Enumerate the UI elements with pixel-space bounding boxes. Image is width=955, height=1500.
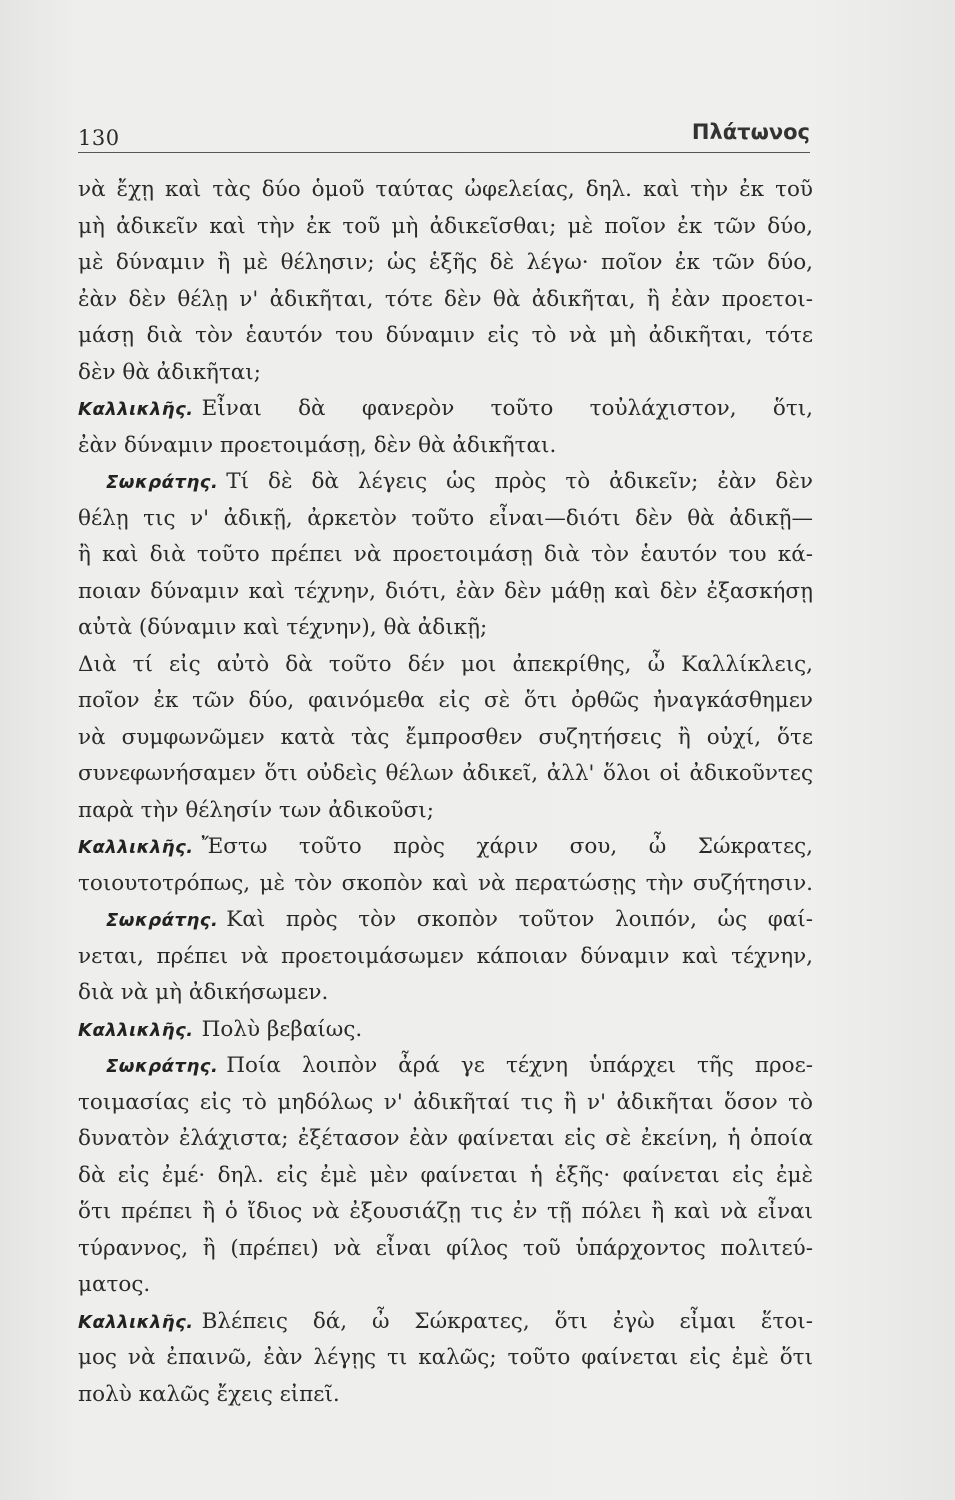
line-text: Ἔστω τοῦτο πρὸς χάριν σου, ὦ Σώκρατες, — [201, 834, 813, 859]
line-text: παρὰ τὴν θέλησίν των ἀδικοῦσι; — [78, 797, 434, 823]
line-text: δὰ εἰς ἐμέ· δηλ. εἰς ἐμὲ μὲν φαίνεται ἡ ἑξῆς· φαίνεται εἰς ἐμὲ — [78, 1162, 813, 1188]
line-text: ὅτι πρέπει ἢ ὁ ἴδιος νὰ ἐξουσιάζῃ τις ἐν τῇ πόλει ἢ καὶ νὰ εἶναι — [78, 1199, 813, 1224]
text-line — [78, 318, 813, 355]
text-line — [78, 1340, 813, 1377]
text-line — [78, 245, 813, 282]
line-text: Διὰ τί εἰς αὐτὸ δὰ τοῦτο δέν μοι ἀπεκρίθης, ὦ Καλλίκλεις, — [78, 651, 813, 677]
line-text: δὲν θὰ ἀδικῆται; — [78, 359, 261, 385]
text-line — [78, 172, 813, 209]
text-line — [78, 610, 813, 647]
line-text: Τί δὲ δὰ λέγεις ὡς πρὸς τὸ ἀδικεῖν; ἐὰν δὲν — [226, 469, 813, 494]
line-text: νεται, πρέπει νὰ προετοιμάσωμεν κάποιαν δύναμιν καὶ τέχνην, — [78, 943, 813, 969]
line-text: διὰ νὰ μὴ ἀδικήσωμεν. — [78, 980, 329, 1005]
line-text: συνεφωνήσαμεν ὅτι οὐδεὶς θέλων ἀδικεῖ, ἀλλ' ὅλοι οἱ ἀδικοῦντες — [78, 761, 813, 786]
text-line — [78, 902, 813, 939]
text-line — [78, 756, 813, 793]
text-line — [78, 428, 813, 465]
line-text: ἢ καὶ διὰ τοῦτο πρέπει νὰ προετοιμάσῃ διὰ τὸν ἑαυτόν του κά- — [78, 542, 813, 567]
text-line — [78, 647, 813, 684]
page-number: 130 — [78, 126, 120, 150]
text-line — [78, 574, 813, 611]
line-text: τύραννος, ἢ (πρέπει) νὰ εἶναι φίλος τοῦ ὑπάρχοντος πολιτεύ- — [78, 1235, 813, 1261]
line-text: ματος. — [78, 1272, 151, 1297]
line-text: νὰ συμφωνῶμεν κατὰ τὰς ἔμπροσθεν συζητήσεις ἢ οὐχί, ὅτε — [78, 724, 813, 750]
line-text: Πολὺ βεβαίως. — [201, 1016, 363, 1042]
running-title: Πλάτωνος — [691, 120, 810, 144]
line-text: τοιμασίας εἰς τὸ μηδόλως ν' ἀδικῆταί τις ἢ ν' ἀδικῆται ὅσον τὸ — [78, 1089, 813, 1115]
text-line — [78, 391, 813, 428]
line-text: Εἶναι δὰ φανερὸν τοῦτο τοὐλάχιστον, ὅτι, — [201, 396, 813, 421]
text-line — [78, 1158, 813, 1195]
page-header — [78, 108, 810, 153]
line-text: αὐτὰ (δύναμιν καὶ τέχνην), θὰ ἀδικῇ; — [78, 615, 488, 640]
text-line — [78, 209, 813, 246]
text-line — [78, 501, 813, 538]
text-line — [78, 829, 813, 866]
speaker-name: Καλλικλῆς. — [78, 1019, 194, 1041]
text-line — [78, 464, 813, 501]
speaker-name: Καλλικλῆς. — [78, 837, 194, 858]
text-line — [78, 720, 813, 757]
line-text: τοιουτοτρόπως, μὲ τὸν σκοπὸν καὶ νὰ περατώσῃς τὴν συζήτησιν. — [78, 870, 813, 896]
text-line — [78, 866, 813, 903]
line-text: μὴ ἀδικεῖν καὶ τὴν ἐκ τοῦ μὴ ἀδικεῖσθαι; μὲ ποῖον ἐκ τῶν δύο, — [78, 213, 813, 239]
speaker-name: Σωκράτης. — [106, 1056, 219, 1077]
line-text: ἐὰν δύναμιν προετοιμάσῃ, δὲν θὰ ἀδικῆται. — [78, 432, 557, 458]
text-line — [78, 1231, 813, 1268]
line-text: Καὶ πρὸς τὸν σκοπὸν τοῦτον λοιπόν, ὡς φαί- — [226, 907, 813, 932]
line-text: Ποία λοιπὸν ἆρά γε τέχνη ὑπάρχει τῆς προε- — [226, 1053, 813, 1078]
speaker-name: Σωκράτης. — [106, 910, 219, 931]
text-line — [78, 939, 813, 976]
line-text: θέλῃ τις ν' ἀδικῇ, ἀρκετὸν τοῦτο εἶναι—διότι δὲν θὰ ἀδικῇ— — [78, 505, 813, 531]
line-text: ποῖον ἐκ τῶν δύο, φαινόμεθα εἰς σὲ ὅτι ὀρθῶς ἠναγκάσθημεν — [78, 688, 813, 713]
line-text: μος νὰ ἐπαινῶ, ἐὰν λέγῃς τι καλῶς; τοῦτο φαίνεται εἰς ἐμὲ ὅτι — [78, 1345, 813, 1370]
text-line — [78, 1304, 813, 1341]
text-line — [78, 1048, 813, 1085]
text-line — [78, 1377, 813, 1414]
text-line — [78, 793, 813, 830]
line-text: ποιαν δύναμιν καὶ τέχνην, διότι, ἐὰν δὲν μάθῃ καὶ δὲν ἐξασκήσῃ — [78, 578, 813, 604]
text-line — [78, 1121, 813, 1158]
text-line — [78, 1012, 813, 1049]
text-line — [78, 355, 813, 392]
line-text: πολὺ καλῶς ἔχεις εἰπεῖ. — [78, 1381, 340, 1407]
page-body-text — [78, 172, 813, 1413]
speaker-name: Καλλικλῆς. — [78, 399, 194, 420]
line-text: μὲ δύναμιν ἢ μὲ θέλησιν; ὡς ἑξῆς δὲ λέγω· ποῖον ἐκ τῶν δύο, — [78, 250, 813, 275]
text-line — [78, 1194, 813, 1231]
speaker-name: Σωκράτης. — [106, 472, 219, 493]
line-text: ἐὰν δὲν θέλῃ ν' ἀδικῆται, τότε δὲν θὰ ἀδικῆται, ἢ ἐὰν προετοι- — [78, 286, 813, 312]
speaker-name: Καλλικλῆς. — [78, 1311, 194, 1333]
text-line — [78, 1267, 813, 1304]
text-line — [78, 975, 813, 1012]
text-line — [78, 1085, 813, 1122]
text-line — [78, 282, 813, 319]
line-text: νὰ ἔχῃ καὶ τὰς δύο ὁμοῦ ταύτας ὠφελείας, δηλ. καὶ τὴν ἐκ τοῦ — [78, 177, 813, 202]
text-line — [78, 683, 813, 720]
line-text: Βλέπεις δά, ὦ Σώκρατες, ὅτι ἐγὼ εἶμαι ἕτοι- — [201, 1308, 813, 1334]
text-line — [78, 537, 813, 574]
line-text: δυνατὸν ἐλάχιστα; ἐξέτασον ἐὰν φαίνεται εἰς σὲ ἐκείνη, ἡ ὁποία — [78, 1126, 813, 1151]
line-text: μάσῃ διὰ τὸν ἑαυτόν του δύναμιν εἰς τὸ νὰ μὴ ἀδικῆται, τότε — [78, 323, 813, 348]
